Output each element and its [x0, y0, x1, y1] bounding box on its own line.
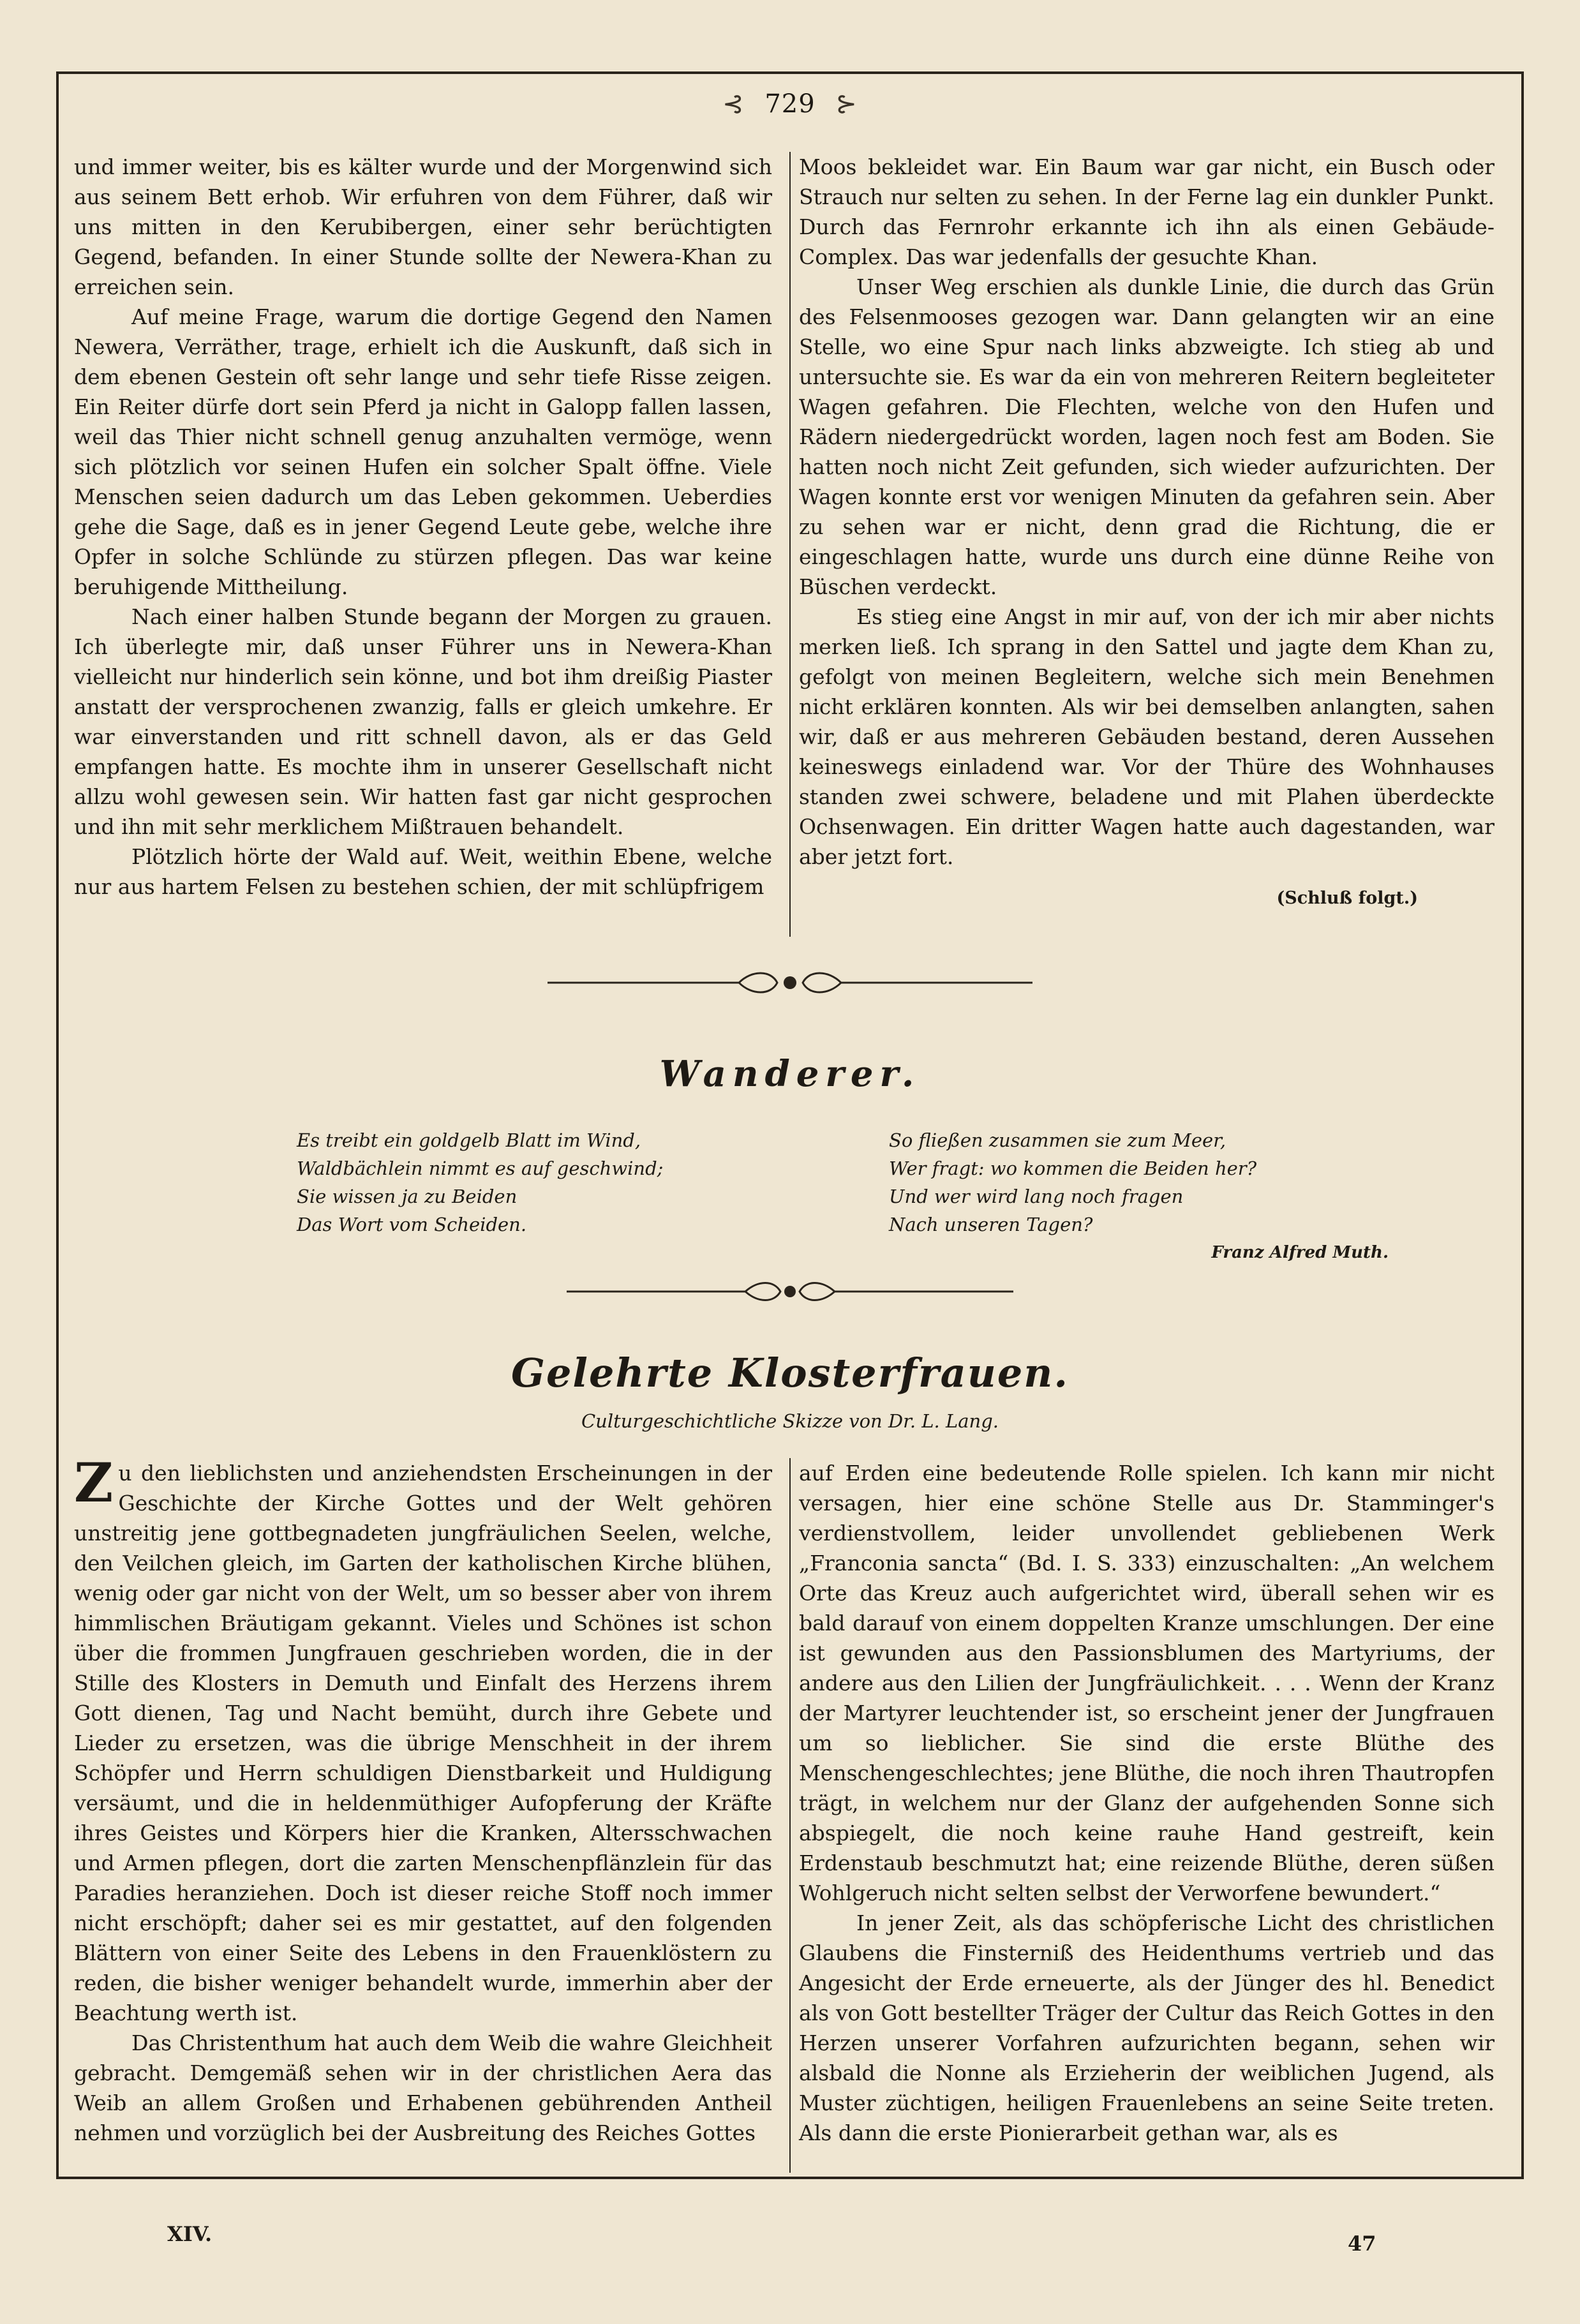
ornament-divider: [0, 967, 1580, 999]
poem-line: Wer fragt: wo kommen die Beiden her?: [889, 1158, 1257, 1179]
page-header: [0, 89, 1580, 119]
poem-line: Es treibt ein goldgelb Blatt im Wind,: [297, 1129, 641, 1151]
paragraph: Das Christenthum hat auch dem Weib die wahre Gleichheit gebracht. Demgemäß sehen wir in der christlichen Aera das Weib an allem Großen und Erhabenen gebührenden Antheil nehmen und vorzüglich bei der Ausbreitung des Reiches Gottes: [74, 2030, 772, 2145]
paragraph: Unser Weg erschien als dunkle Linie, die durch das Grün des Felsenmooses gezogen war. Dann gelangten wir an eine Stelle, wo eine Spur nach links abzweigte. Ich stieg ab und untersuchte sie. Es war da ein von mehreren Reitern begleiteter Wagen gefahren. Die Flechten, welche von den Hufen und Rädern niedergedrückt worden, lagen noch fest am Boden. Sie hatten noch nicht Zeit gefunden, sich wieder aufzurichten. Der Wagen konnte erst vor wenigen Minuten da gefahren sein. Aber zu sehen war er nicht, denn grad die Richtung, die er eingeschlagen hatte, wurde uns durch eine dünne Reihe von Büschen verdeckt.: [799, 274, 1494, 599]
paragraph: und immer weiter, bis es kälter wurde und der Morgenwind sich aus seinem Bett erhob. Wir erfuhren von dem Führer, daß wir uns mitten in den Kerubibergen, einer sehr berüchtigten Gegend, befanden. In einer Stunde sollte der Newera-Khan zu erreichen sein.: [74, 154, 772, 299]
poem-line: Nach unseren Tagen?: [889, 1214, 1093, 1235]
poem-line: Und wer wird lang noch fragen: [889, 1186, 1184, 1207]
column-rule: [789, 152, 791, 937]
paragraph: In jener Zeit, als das schöpferische Licht des christlichen Glaubens die Finsterniß des Heidenthums vertrieb und das Angesicht der Erde erneuerte, als der Jünger des hl. Benedict als von Gott bestellter Träger der Cultur das Reich Gottes in den Herzen unserer Vorfahren aufzurichten begann, sehen wir alsbald die Nonne als Erzieherin der weiblichen Jugend, als Muster züchtigen, heiligen Frauenlebens an seine Seite treten. Als dann die erste Pionierarbeit gethan war, als es: [799, 1911, 1494, 2145]
article-right-column: [799, 1458, 1494, 2148]
column-rule: [789, 1458, 791, 2173]
poem-right-stanza: [889, 1126, 1256, 1239]
signature-mark: XIV.: [167, 2222, 212, 2246]
paragraph: Es stieg eine Angst in mir auf, von der ich mir aber nichts merken ließ. Ich sprang in den Sattel und jagte dem Khan zu, gefolgt von meinen Begleitern, welche sich mein Benehmen nicht erklären konnten. Als wir bei demselben anlangten, sahen wir, daß er aus mehreren Gebäuden bestand, deren Aussehen keineswegs einladend war. Vor der Thüre des Wohnhauses standen zwei schwere, beladene und mit Plahen überdeckte Ochsenwagen. Ein dritter Wagen hatte auch dagestanden, war aber jetzt fort.: [799, 604, 1494, 869]
paragraph: Nach einer halben Stunde begann der Morgen zu grauen. Ich überlegte mir, daß unser Führer uns in Newera-Khan vielleicht nur hinderlich sein könne, und bot ihm dreißig Piaster anstatt der versprochenen zwanzig, falls er gleich umkehre. Er war einverstanden und ritt schnell davon, als er das Geld empfangen hatte. Es mochte ihm in unserer Gesellschaft nicht allzu wohl gewesen sein. Wir hatten fast gar nicht gesprochen und ihn mit sehr merklichem Mißtrauen behandelt.: [74, 604, 772, 839]
ornament-left: ⊰: [722, 89, 745, 119]
article-subtitle: Culturgeschichtliche Skizze von Dr. L. Lang.: [581, 1410, 999, 1432]
ornament-divider: [0, 1277, 1580, 1306]
poem-title: Wanderer.: [659, 1053, 921, 1095]
sheet-number: 47: [1348, 2231, 1376, 2256]
paragraph: Auf meine Frage, warum die dortige Gegend den Namen Newera, Verräther, trage, erhielt ich die Auskunft, daß sich in dem ebenen Gestein oft sehr lange und sehr tiefe Risse zeigen. Ein Reiter dürfe dort sein Pferd ja nicht in Galopp fallen lassen, weil das Thier nicht schnell genug anzuhalten vermöge, wenn sich plötzlich vor seinen Hufen ein solcher Spalt öffne. Viele Menschen seien dadurch um das Leben gekommen. Ueberdies gehe die Sage, daß es in jener Gegend Leute gebe, welche ihre Opfer in solche Schlünde zu stürzen pflegen. Das war keine beruhigende Mittheilung.: [74, 304, 772, 599]
article-title: Gelehrte Klosterfrauen.: [511, 1350, 1069, 1396]
paragraph: Moos bekleidet war. Ein Baum war gar nicht, ein Busch oder Strauch nur selten zu sehen. In der Ferne lag ein dunkler Punkt. Durch das Fernrohr erkannte ich ihn als einen Gebäude-Complex. Das war jedenfalls der gesuchte Khan.: [799, 154, 1494, 269]
poem-line: Sie wissen ja zu Beiden: [297, 1186, 518, 1207]
poem-line: Waldbächlein nimmt es auf geschwind;: [297, 1158, 664, 1179]
article-left-column: [74, 1451, 772, 2148]
paragraph: Zu den lieblichsten und anziehendsten Erscheinungen in der Geschichte der Kirche Gottes und der Welt gehören unstreitig jene gottbegnadeten jungfräulichen Seelen, welche, den Veilchen gleich, im Garten der katholischen Kirche blühen, wenig oder gar nicht von der Welt, um so besser aber von ihrem himmlischen Bräutigam gekannt. Vieles und Schönes ist schon über die frommen Jungfrauen geschrieben worden, die in der Stille des Klosters in Demuth und Einfalt des Herzens ihrem Gott dienen, Tag und Nacht bemüht, durch ihre Gebete und Lieder zu ersetzen, was die übrige Menschheit in der ihrem Schöpfer und Herrn schuldigen Dienstbarkeit und Huldigung versäumt, und die in heldenmüthiger Aufopferung der Kräfte ihres Geistes und Körpers hier die Kranken, Altersschwachen und Armen pflegen, dort die zarten Menschenpflänzlein für das Paradies heranziehen. Doch ist dieser reiche Stoff noch immer nicht erschöpft; daher sei es mir gestattet, auf den folgenden Blättern von einer Seite des Lebens in den Frauenklöstern zu reden, die bisher weniger behandelt wurde, immerhin aber der Beachtung werth ist.: [74, 1451, 772, 2025]
poem-left-stanza: [297, 1126, 663, 1239]
page-number: 729: [764, 89, 816, 119]
paragraph: auf Erden eine bedeutende Rolle spielen. Ich kann mir nicht versagen, hier eine schöne Stelle aus Dr. Stamminger's verdienstvollem, leider unvollendet gebliebenen Werk „Franconia sancta“ (Bd. I. S. 333) einzuschalten: „An welchem Orte das Kreuz auch aufgerichtet wird, überall sehen wir es bald darauf von einem doppelten Kranze umschlungen. Der eine ist gewunden aus den Passionsblumen des Martyriums, der andere aus den Lilien der Jungfräulichkeit. . . . Wenn der Kranz der Martyrer leuchtender ist, so erscheint jener der Jungfrauen um so lieblicher. Sie sind die erste Blüthe des Menschengeschlechtes; jene Blüthe, die noch ihren Thautropfen trägt, in welchem nur der Glanz der aufgehenden Sonne sich abspiegelt, die noch keine rauhe Hand gestreift, kein Erdenstaub beschmutzt hat; eine reizende Blüthe, deren süßen Wohlgeruch nicht selten selbst der Verworfene bewundert.“: [799, 1461, 1494, 1905]
paragraph: Plötzlich hörte der Wald auf. Weit, weithin Ebene, welche nur aus hartem Felsen zu bestehen schien, der mit schlüpfrigem: [74, 844, 772, 899]
top-right-column: [799, 152, 1494, 913]
poem-line: So fließen zusammen sie zum Meer,: [889, 1129, 1226, 1151]
drop-cap: Z: [74, 1451, 114, 1514]
continued-note: (Schluß folgt.): [1276, 888, 1418, 908]
top-left-column: [74, 152, 772, 902]
poem-line: Das Wort vom Scheiden.: [297, 1214, 527, 1235]
poem-author: Franz Alfred Muth.: [1211, 1243, 1389, 1262]
ornament-right: ⊱: [835, 89, 858, 119]
